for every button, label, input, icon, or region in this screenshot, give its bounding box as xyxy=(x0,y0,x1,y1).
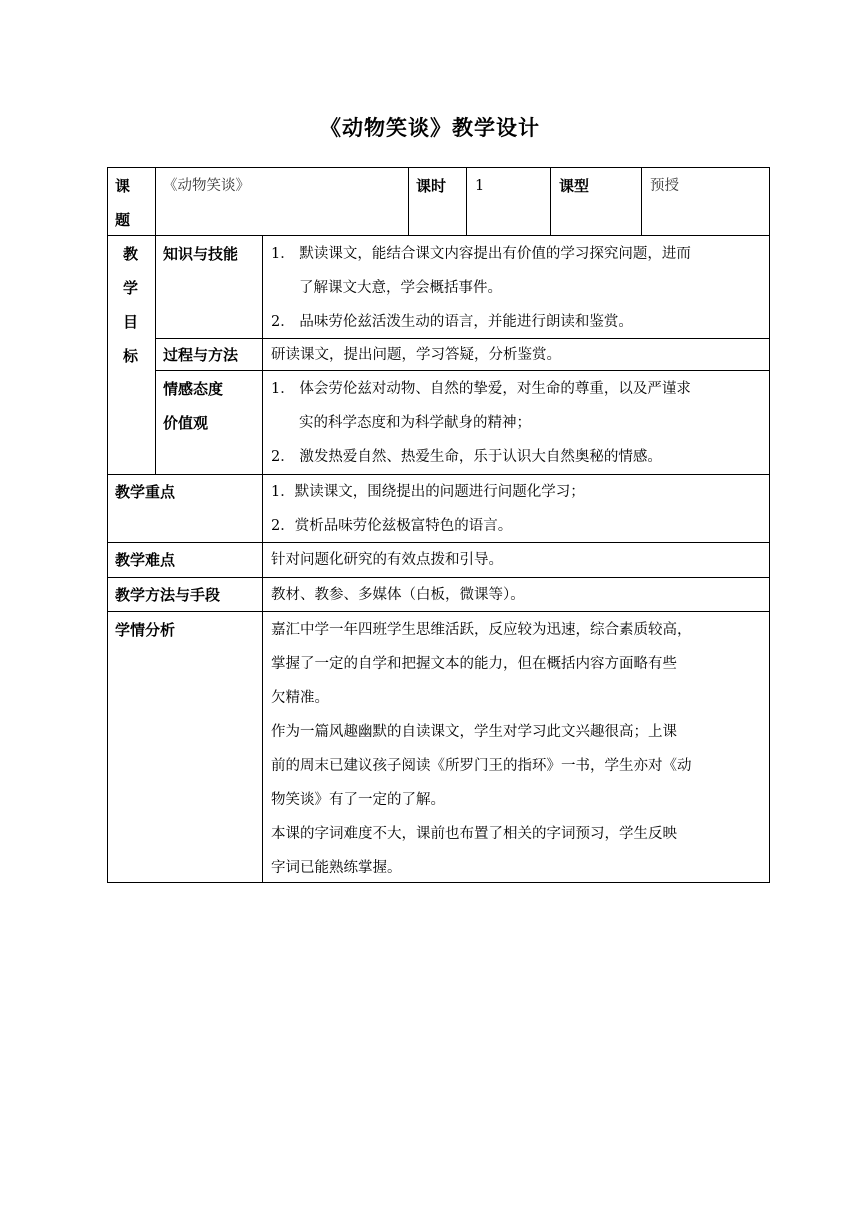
knowledge-text: 了解课文大意，学会概括事件。 xyxy=(299,280,502,296)
document-title: 《动物笑谈》教学设计 xyxy=(320,116,540,140)
analysis-text: 本课的字词难度不大，课前也布置了相关的字词预习，学生反映 xyxy=(271,826,677,842)
analysis-label: 学情分析 xyxy=(115,621,176,639)
table-rule xyxy=(107,542,770,543)
process-label: 过程与方法 xyxy=(163,346,239,364)
difficulties-label: 教学难点 xyxy=(115,551,176,569)
knowledge-label: 知识与技能 xyxy=(163,245,239,263)
table-rule xyxy=(408,167,409,236)
table-rule xyxy=(107,882,770,883)
emotion-label: 情感态度 xyxy=(163,380,224,398)
course-value: 《动物笑谈》 xyxy=(163,178,250,194)
emotion-label: 价值观 xyxy=(163,414,209,432)
table-rule xyxy=(107,167,108,883)
period-value: 1 xyxy=(475,178,485,194)
table-rule xyxy=(769,167,770,883)
analysis-text: 作为一篇风趣幽默的自读课文，学生对学习此文兴趣很高；上课 xyxy=(271,724,677,740)
analysis-text: 掌握了一定的自学和把握文本的能力，但在概括内容方面略有些 xyxy=(271,656,677,672)
analysis-text: 嘉汇中学一年四班学生思维活跃，反应较为迅速，综合素质较高， xyxy=(271,622,692,638)
emotion-text: 实的科学态度和为科学献身的精神； xyxy=(299,415,531,431)
key-points-text: 2．赏析品味劳伦兹极富特色的语言。 xyxy=(271,518,513,534)
methods-text: 教材、教参、多媒体（白板，微课等）。 xyxy=(271,587,525,603)
table-rule xyxy=(641,167,642,236)
analysis-text: 欠精准。 xyxy=(271,690,329,706)
course-label: 题 xyxy=(115,211,131,229)
analysis-text: 前的周末已建议孩子阅读《所罗门王的指环》一书，学生亦对《动 xyxy=(271,758,692,774)
course-label: 课 xyxy=(115,177,131,195)
table-rule xyxy=(107,474,770,475)
goals-label: 教 xyxy=(123,245,139,263)
table-rule xyxy=(107,611,770,612)
table-rule xyxy=(550,167,551,236)
knowledge-text: 2． 品味劳伦兹活泼生动的语言，并能进行朗读和鉴赏。 xyxy=(271,314,633,330)
table-rule xyxy=(155,338,770,339)
goals-label: 学 xyxy=(123,279,139,297)
key-points-text: 1．默读课文，围绕提出的问题进行问题化学习； xyxy=(271,484,585,500)
table-rule xyxy=(107,235,770,236)
analysis-text: 字词已能熟练掌握。 xyxy=(271,860,402,876)
table-rule xyxy=(466,167,467,236)
emotion-text: 1． 体会劳伦兹对动物、自然的挚爱，对生命的尊重，以及严谨求 xyxy=(271,381,691,397)
table-rule xyxy=(107,167,770,168)
table-rule xyxy=(107,577,770,578)
type-label: 课型 xyxy=(559,177,590,195)
table-rule xyxy=(155,167,156,475)
key-points-label: 教学重点 xyxy=(115,483,176,501)
emotion-text: 2． 激发热爱自然、热爱生命，乐于认识大自然奥秘的情感。 xyxy=(271,449,662,465)
knowledge-text: 1． 默读课文，能结合课文内容提出有价值的学习探究问题，进而 xyxy=(271,246,691,262)
difficulties-text: 针对问题化研究的有效点拨和引导。 xyxy=(271,552,503,568)
analysis-text: 物笑谈》有了一定的了解。 xyxy=(271,792,445,808)
goals-label: 标 xyxy=(123,347,139,365)
table-rule xyxy=(155,370,770,371)
period-label: 课时 xyxy=(416,177,447,195)
methods-label: 教学方法与手段 xyxy=(115,586,221,604)
table-rule xyxy=(262,235,263,883)
process-text: 研读课文，提出问题，学习答疑，分析鉴赏。 xyxy=(271,347,561,363)
goals-label: 目 xyxy=(123,313,139,331)
type-value: 预授 xyxy=(650,178,679,194)
